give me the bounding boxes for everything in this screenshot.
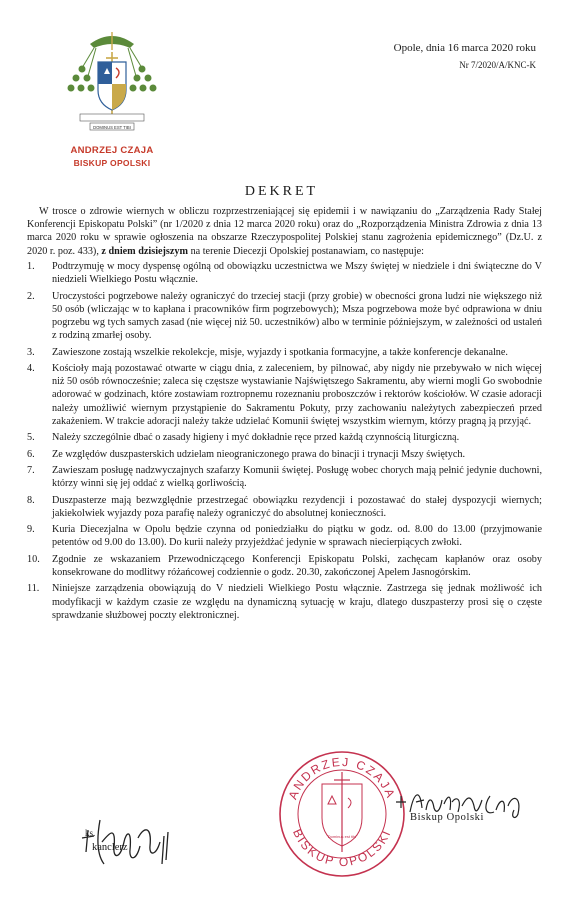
decree-point	[27, 448, 542, 461]
chancellor-prefix: ks.	[85, 828, 96, 838]
point-text: Ze względów duszpasterskich udzielam nieograniczonego prawa do binacji i trynacji Mszy świętych.	[52, 448, 466, 460]
intro-text-before: W trosce o zdrowie wiernych w obliczu rozprzestrzeniającej się epidemii i w nawiązaniu do „Zarządzenia Rady Stałej Konferencji Episkopatu Polski” (nr 1/2020 z dnia 12 marca 2020 roku) oraz do „Rozporządzenia Ministra Zdrowia z dnia 13 marca 2020 roku w sprawie ogłoszenia na obszarze Rzeczypospolitej Polskiej stanu zagrożenia epidemicznego” (Dz.U. z 2020 r. poz. 433),	[27, 206, 542, 257]
point-text: Zawieszam posługę nadzwyczajnych szafarzy Komunii świętej. Posługę wobec chorych mają pełnić jedynie duchowni, którzy winni się jej oddać z wielką gorliwością.	[52, 464, 542, 490]
point-text: Uroczystości pogrzebowe należy ograniczyć do trzeciej stacji (przy grobie) w obecności grona ludzi nie większego niż 50 osób (wliczając w to kapłana i pracowników firm pogrzebowych); Msza pogrzebowa może być odprawiona w dniu pogrzebu wg tych samych zasad (nie więcej niż 50. uczestników) albo w terminie późniejszym, w zależności od ustaleń z rodziną zmarłej osoby.	[52, 290, 542, 342]
decree-point	[27, 494, 542, 520]
decree-point	[27, 362, 542, 428]
point-number: 1.	[27, 261, 35, 272]
point-number: 6.	[27, 448, 35, 460]
decree-point	[27, 553, 542, 579]
intro-text-after: na terenie Diecezji Opolskiej postanawiam, co następuje:	[190, 245, 424, 257]
reference-number: Nr 7/2020/A/KNC-K	[459, 60, 536, 70]
place-date: Opole, dnia 16 marca 2020 roku	[393, 42, 536, 54]
point-number: 7.	[27, 464, 35, 476]
point-text: Niniejsze zarządzenia obowiązują do V niedzieli Wielkiego Postu włącznie. Zastrzega się jednak możliwość ich modyfikacji w każdym czasie ze względu na dynamiczną sytuację w kraju, dlatego duszpasterzy prosi się o częste sprawdzanie służbowej poczty elektronicznej.	[52, 583, 542, 621]
bishop-signature-label: Biskup Opolski	[410, 812, 485, 823]
point-number: 8.	[27, 494, 35, 506]
decree-point	[27, 523, 542, 549]
point-text: Zgodnie ze wskazaniem Przewodniczącego Konferencji Episkopatu Polski, zachęcam kapłanów oraz osoby konsekrowane do modlitwy różańcowej codziennie o godz. 20.30, zakończonej Apelem Jasnogórskim.	[52, 553, 542, 578]
decree-point	[27, 464, 542, 490]
point-number: 10.	[27, 553, 40, 565]
coat-of-arms-icon	[60, 28, 164, 138]
chancellor-label: kanclerz	[92, 842, 128, 853]
point-number: 5.	[27, 432, 35, 444]
bishop-title: BISKUP OPOLSKI	[73, 158, 151, 168]
decree-point	[27, 260, 542, 286]
point-number: 4.	[27, 362, 35, 374]
episcopal-seal-icon	[276, 748, 408, 880]
point-number: 11.	[27, 583, 40, 595]
svg-text:Dominus est tibi: Dominus est tibi	[327, 834, 357, 839]
point-text: Kościoły mają pozostawać otwarte w ciągu dnia, z zaleceniem, by pilnować, aby nigdy nie przebywało w nich więcej niż 50 osób równocześnie; zaleca się częstsze wystawianie Najświętszego Sakramentu, aby wierni mogli Go swobodnie adorować w godzinach, które zostawiam roztropnemu rozeznaniu proboszczów i rektorów kościołów. W czasie adoracji należy umożliwić wiernym przystąpienie do Sakramentu Pokuty, przy zachowaniu należytych zabezpieczeń przed zakażeniem. W trakcie adoracji należy także udzielać Komunii świętej wszystkim wiernym, którzy pragną ją przyjąć.	[52, 362, 542, 427]
intro-paragraph	[27, 205, 542, 258]
motto-text: DOMINUS EST TIBI	[93, 125, 131, 130]
document-title: DEKRET	[244, 184, 319, 199]
point-text: Podtrzymuję w mocy dyspensę ogólną od obowiązku uczestnictwa we Mszy świętej w niedziele i dni świąteczne do V niedzieli Wielkiego Postu włącznie.	[52, 261, 542, 286]
point-number: 3.	[27, 346, 35, 358]
svg-text:ANDRZEJ CZAJA: ANDRZEJ CZAJA	[285, 754, 399, 802]
point-text: Duszpasterze mają bezwzględnie przestrzegać obowiązku rezydencji i pozostawać do stałej dyspozycji wiernych; jakiekolwiek wyjazdy poza parafię należy ograniczyć do absolutnej konieczności.	[52, 494, 542, 519]
decree-points-list	[27, 260, 542, 625]
point-number: 9.	[27, 524, 35, 536]
decree-point	[27, 582, 542, 622]
decree-point	[27, 346, 542, 359]
point-text: Zawieszone zostają wszelkie rekolekcje, misje, wyjazdy i spotkania formacyjne, a także konferencje dekanalne.	[52, 346, 508, 358]
bishop-name: ANDRZEJ CZAJA	[70, 145, 154, 156]
point-text: Kuria Diecezjalna w Opolu będzie czynna od poniedziałku do piątku w godz. od. 8.00 do 13.00 (przyjmowanie petentów od 9.00 do 13.00). Do kurii należy przyjeżdżać jedynie w sprawach niecierpiących zwłoki.	[52, 524, 542, 549]
point-number: 2.	[27, 290, 35, 302]
decree-point	[27, 431, 542, 444]
intro-text-bold: z dniem dzisiejszym	[101, 245, 189, 257]
svg-text:BISKUP OPOLSKI: BISKUP OPOLSKI	[289, 826, 394, 870]
point-text: Należy szczególnie dbać o zasady higieny i myć dokładnie ręce przed każdą czynnością liturgiczną.	[52, 432, 460, 444]
decree-point	[27, 290, 542, 343]
